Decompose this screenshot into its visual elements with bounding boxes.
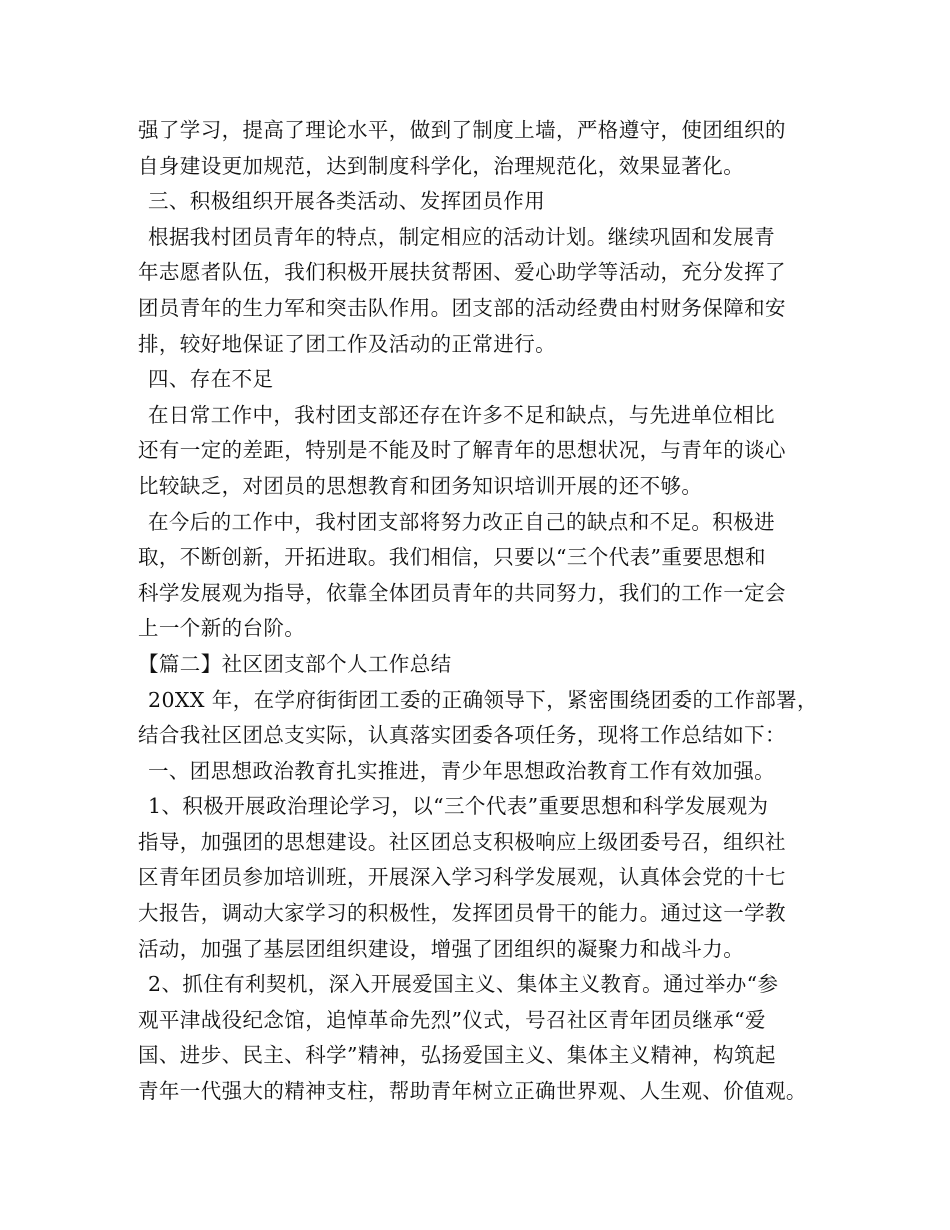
text-line: 还有一定的差距，特别是不能及时了解青年的思想状况，与青年的谈心 [138,438,786,463]
text-line: 取，不断创新，开拓进取。我们相信，只要以“三个代表”重要思想和 [138,545,766,570]
text-line: 观平津战役纪念馆，追悼革命先烈”仪式，号召社区青年团员继承“爱 [138,1007,766,1032]
text-line: 青年一代强大的精神支柱，帮助青年树立正确世界观、人生观、价值观。 [138,1079,807,1104]
text-line: 团员青年的生力军和突击队作用。团支部的活动经费由村财务保障和安 [138,295,786,320]
text-line: 四、存在不足 [148,367,274,392]
text-line: 三、积极组织开展各类活动、发挥团员作用 [148,189,546,214]
text-line: 区青年团员参加培训班，开展深入学习科学发展观，认真体会党的十七 [138,865,786,890]
text-line: 根据我村团员青年的特点，制定相应的活动计划。继续巩固和发展青 [148,224,775,249]
text-line: 在今后的工作中，我村团支部将努力改正自己的缺点和不足。积极进 [148,509,775,534]
text-line: 上一个新的台阶。 [138,616,306,641]
text-line: 【篇二】社区团支部个人工作总结 [138,651,452,676]
text-line: 1、积极开展政治理论学习，以“三个代表”重要思想和科学发展观为 [148,794,769,819]
text-line: 20XX 年，在学府街街团工委的正确领导下，紧密围绕团委的工作部署， [148,687,818,712]
text-line: 强了学习，提高了理论水平，做到了制度上墙，严格遵守，使团组织的 [138,118,786,142]
text-line: 活动，加强了基层团组织建设，增强了团组织的凝聚力和战斗力。 [138,936,745,961]
text-line: 排，较好地保证了团工作及活动的正常进行。 [138,331,556,356]
text-line: 一、团思想政治教育扎实推进，青少年思想政治教育工作有效加强。 [148,758,775,783]
document-body [138,113,828,1110]
text-line: 大报告，调动大家学习的积极性，发挥团员骨干的能力。通过这一学教 [138,901,786,926]
text-line: 自身建设更加规范，达到制度科学化，治理规范化，效果显著化。 [138,153,745,178]
text-line: 年志愿者队伍，我们积极开展扶贫帮困、爱心助学等活动，充分发挥了 [138,260,786,285]
text-line: 国、进步、民主、科学”精神，弘扬爱国主义、集体主义精神，构筑起 [138,1043,776,1068]
text-line: 比较缺乏，对团员的思想教育和团务知识培训开展的还不够。 [138,473,703,498]
text-line: 2、抓住有利契机，深入开展爱国主义、集体主义教育。通过举办“参 [148,972,779,997]
text-line: 结合我社区团总支实际，认真落实团委各项任务，现将工作总结如下： [138,723,786,748]
text-line: 科学发展观为指导，依靠全体团员青年的共同努力，我们的工作一定会 [138,580,786,605]
text-line: 在日常工作中，我村团支部还存在许多不足和缺点，与先进单位相比 [148,402,775,427]
text-line: 指导，加强团的思想建设。社区团总支积极响应上级团委号召，组织社 [138,829,786,854]
